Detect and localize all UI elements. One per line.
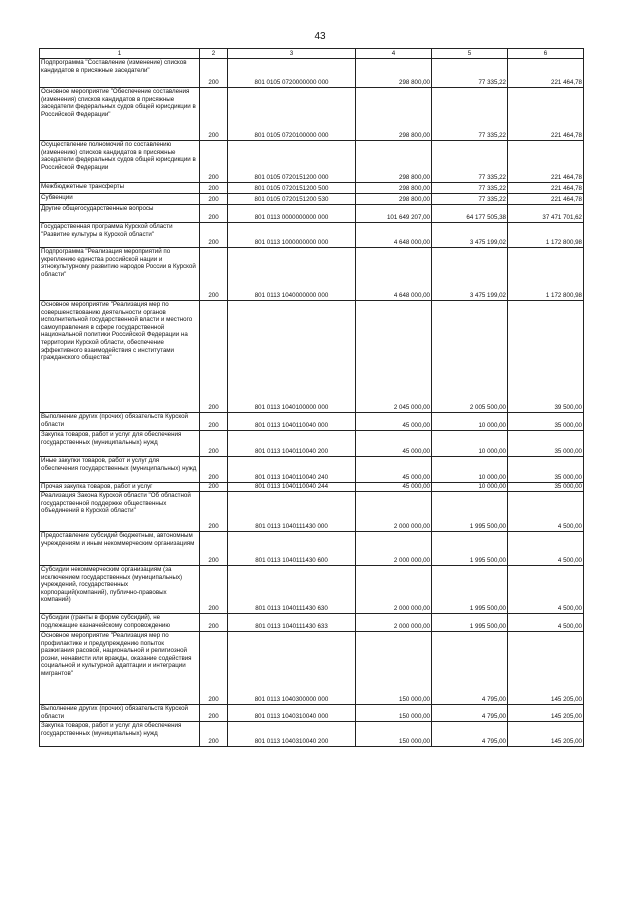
row-amount-approved: 2 000 000,00: [356, 614, 432, 632]
row-amount-executed: 77 335,22: [432, 141, 508, 183]
row-budget-code: 801 0113 1040111430 633: [228, 614, 356, 632]
row-amount-approved: 298 800,00: [356, 194, 432, 205]
row-amount-approved: 45 000,00: [356, 457, 432, 483]
row-description: Подпрограмма "Составление (изменение) списков кандидатов в присяжные заседатели": [40, 59, 200, 88]
row-line-code: 200: [200, 483, 228, 492]
row-budget-code: 801 0113 1000000000 000: [228, 223, 356, 248]
row-amount-remaining: 1 172 800,98: [508, 248, 584, 301]
table-row: [40, 223, 584, 248]
row-amount-approved: 298 800,00: [356, 59, 432, 88]
row-amount-approved: 150 000,00: [356, 632, 432, 705]
row-budget-code: 801 0113 1040300000 000: [228, 632, 356, 705]
table-row: [40, 431, 584, 457]
row-budget-code: 801 0113 1040110040 200: [228, 431, 356, 457]
row-amount-approved: 4 648 000,00: [356, 248, 432, 301]
row-line-code: 200: [200, 431, 228, 457]
row-description: Реализация Закона Курской области "Об областной государственной поддержке общественных объединений в Курской области": [40, 492, 200, 532]
row-amount-executed: 4 795,00: [432, 722, 508, 747]
column-header: 6: [508, 49, 584, 59]
table-row: [40, 141, 584, 183]
row-amount-remaining: 4 500,00: [508, 614, 584, 632]
row-budget-code: 801 0105 0720151200 530: [228, 194, 356, 205]
row-budget-code: 801 0105 0720151200 000: [228, 141, 356, 183]
row-line-code: 200: [200, 301, 228, 413]
row-amount-executed: 3 475 199,02: [432, 223, 508, 248]
budget-table: [39, 48, 584, 747]
row-line-code: 200: [200, 722, 228, 747]
row-amount-approved: 2 000 000,00: [356, 566, 432, 614]
table-row: [40, 705, 584, 722]
row-line-code: 200: [200, 457, 228, 483]
row-amount-approved: 150 000,00: [356, 722, 432, 747]
row-amount-executed: 3 475 199,02: [432, 248, 508, 301]
row-description: Основное мероприятие "Реализация мер по профилактике и предупреждению попыток разжигания расовой, национальной и религиозной розни, ненависти или вражды, оказание содействия социальной и культурной адаптации и интеграции мигрантов": [40, 632, 200, 705]
row-amount-executed: 77 335,22: [432, 183, 508, 194]
row-amount-remaining: 4 500,00: [508, 532, 584, 566]
table-row: [40, 194, 584, 205]
row-budget-code: 801 0113 1040100000 000: [228, 301, 356, 413]
row-description: Иные закупки товаров, работ и услуг для обеспечения государственных (муниципальных) нужд: [40, 457, 200, 483]
table-row: [40, 59, 584, 88]
row-amount-executed: 1 995 500,00: [432, 614, 508, 632]
table-row: [40, 566, 584, 614]
row-description: Основное мероприятие "Реализация мер по совершенствованию деятельности органов исполнительной государственной власти и местного самоуправления в сфере государственной национальной политики Российской Федерации на территории Курской области, обеспечение эффективного взаимодействия с институтами гражданского общества": [40, 301, 200, 413]
row-description: Закупка товаров, работ и услуг для обеспечения государственных (муниципальных) нужд: [40, 431, 200, 457]
table-row: [40, 248, 584, 301]
row-description: Предоставление субсидий бюджетным, автономным учреждениям и иным некоммерческим организациям: [40, 532, 200, 566]
row-line-code: 200: [200, 566, 228, 614]
row-description: Закупка товаров, работ и услуг для обеспечения государственных (муниципальных) нужд: [40, 722, 200, 747]
column-header: 3: [228, 49, 356, 59]
row-amount-executed: 10 000,00: [432, 457, 508, 483]
row-line-code: 200: [200, 614, 228, 632]
row-budget-code: 801 0113 1040111430 000: [228, 492, 356, 532]
row-budget-code: 801 0113 0000000000 000: [228, 205, 356, 223]
row-line-code: 200: [200, 705, 228, 722]
table-row: [40, 457, 584, 483]
row-amount-remaining: 37 471 701,62: [508, 205, 584, 223]
row-amount-approved: 45 000,00: [356, 413, 432, 431]
row-amount-approved: 2 000 000,00: [356, 532, 432, 566]
row-budget-code: 801 0105 0720000000 000: [228, 59, 356, 88]
row-line-code: 200: [200, 492, 228, 532]
row-amount-executed: 1 995 500,00: [432, 532, 508, 566]
row-amount-approved: 45 000,00: [356, 431, 432, 457]
row-amount-remaining: 1 172 800,98: [508, 223, 584, 248]
row-budget-code: 801 0105 0720151200 500: [228, 183, 356, 194]
column-header: 2: [200, 49, 228, 59]
table-header-row: [40, 49, 584, 59]
row-amount-remaining: 221 464,78: [508, 183, 584, 194]
row-amount-approved: 150 000,00: [356, 705, 432, 722]
row-description: Межбюджетные трансферты: [40, 183, 200, 194]
table-row: [40, 205, 584, 223]
table-row: [40, 614, 584, 632]
row-budget-code: 801 0113 1040111430 630: [228, 566, 356, 614]
row-line-code: 200: [200, 183, 228, 194]
row-line-code: 200: [200, 194, 228, 205]
row-amount-executed: 10 000,00: [432, 413, 508, 431]
page-number: 43: [314, 31, 326, 42]
row-amount-executed: 77 335,22: [432, 194, 508, 205]
table-row: [40, 483, 584, 492]
table-row: [40, 492, 584, 532]
row-description: Субсидии (гранты в форме субсидий), не подлежащие казначейскому сопровождению: [40, 614, 200, 632]
row-line-code: 200: [200, 632, 228, 705]
row-budget-code: 801 0105 0720100000 000: [228, 88, 356, 141]
row-amount-executed: 77 335,22: [432, 59, 508, 88]
column-header: 4: [356, 49, 432, 59]
row-amount-remaining: 145 205,00: [508, 722, 584, 747]
table-row: [40, 88, 584, 141]
row-amount-executed: 4 795,00: [432, 632, 508, 705]
row-amount-approved: 298 800,00: [356, 88, 432, 141]
row-amount-remaining: 39 500,00: [508, 301, 584, 413]
row-amount-approved: 4 648 000,00: [356, 223, 432, 248]
row-amount-remaining: 35 000,00: [508, 457, 584, 483]
row-amount-remaining: 35 000,00: [508, 431, 584, 457]
row-amount-remaining: 221 464,78: [508, 88, 584, 141]
row-budget-code: 801 0113 1040000000 000: [228, 248, 356, 301]
row-budget-code: 801 0113 1040110040 244: [228, 483, 356, 492]
row-amount-remaining: 35 000,00: [508, 483, 584, 492]
row-line-code: 200: [200, 205, 228, 223]
table-row: [40, 532, 584, 566]
row-description: Выполнение других (прочих) обязательств Курской области: [40, 705, 200, 722]
row-amount-remaining: 221 464,78: [508, 194, 584, 205]
table-row: [40, 722, 584, 747]
row-description: Выполнение других (прочих) обязательств Курской области: [40, 413, 200, 431]
table-row: [40, 301, 584, 413]
row-budget-code: 801 0113 1040310040 000: [228, 705, 356, 722]
row-amount-executed: 1 995 500,00: [432, 566, 508, 614]
row-budget-code: 801 0113 1040310040 200: [228, 722, 356, 747]
row-budget-code: 801 0113 1040110040 240: [228, 457, 356, 483]
row-amount-remaining: 35 000,00: [508, 413, 584, 431]
row-amount-approved: 2 000 000,00: [356, 492, 432, 532]
row-description: Основное мероприятие "Обеспечение составления (изменения) списков кандидатов в присяжные заседатели федеральных судов общей юрисдикции в Российской Федерации": [40, 88, 200, 141]
table-row: [40, 183, 584, 194]
row-amount-remaining: 221 464,78: [508, 59, 584, 88]
row-description: Субвенции: [40, 194, 200, 205]
row-amount-executed: 4 795,00: [432, 705, 508, 722]
row-amount-approved: 298 800,00: [356, 141, 432, 183]
row-line-code: 200: [200, 59, 228, 88]
row-amount-approved: 2 045 000,00: [356, 301, 432, 413]
row-description: Подпрограмма "Реализация мероприятий по укреплению единства российской нации и этнокультурному развитию народов России в Курской области": [40, 248, 200, 301]
row-description: Осуществление полномочий по составлению (изменению) списков кандидатов в присяжные заседатели федеральных судов общей юрисдикции в Российской Федерации: [40, 141, 200, 183]
row-amount-executed: 2 005 500,00: [432, 301, 508, 413]
row-description: Государственная программа Курской области "Развитие культуры в Курской области": [40, 223, 200, 248]
row-description: Прочая закупка товаров, работ и услуг: [40, 483, 200, 492]
row-amount-remaining: 4 500,00: [508, 566, 584, 614]
row-amount-remaining: 221 464,78: [508, 141, 584, 183]
row-line-code: 200: [200, 413, 228, 431]
row-budget-code: 801 0113 1040110040 000: [228, 413, 356, 431]
table-row: [40, 413, 584, 431]
row-amount-executed: 77 335,22: [432, 88, 508, 141]
row-line-code: 200: [200, 141, 228, 183]
row-amount-remaining: 145 205,00: [508, 705, 584, 722]
row-description: Другие общегосударственные вопросы: [40, 205, 200, 223]
row-amount-executed: 1 995 500,00: [432, 492, 508, 532]
column-header: 1: [40, 49, 200, 59]
column-header: 5: [432, 49, 508, 59]
row-description: Субсидии некоммерческим организациям (за исключением государственных (муниципальных) учреждений, государственных корпораций(компаний), публично-правовых компаний): [40, 566, 200, 614]
row-amount-approved: 45 000,00: [356, 483, 432, 492]
row-amount-remaining: 4 500,00: [508, 492, 584, 532]
row-amount-approved: 101 649 207,00: [356, 205, 432, 223]
row-amount-executed: 10 000,00: [432, 431, 508, 457]
row-line-code: 200: [200, 532, 228, 566]
row-amount-remaining: 145 205,00: [508, 632, 584, 705]
row-amount-executed: 10 000,00: [432, 483, 508, 492]
row-line-code: 200: [200, 248, 228, 301]
row-line-code: 200: [200, 223, 228, 248]
row-budget-code: 801 0113 1040111430 600: [228, 532, 356, 566]
row-amount-approved: 298 800,00: [356, 183, 432, 194]
row-line-code: 200: [200, 88, 228, 141]
table-row: [40, 632, 584, 705]
row-amount-executed: 64 177 505,38: [432, 205, 508, 223]
